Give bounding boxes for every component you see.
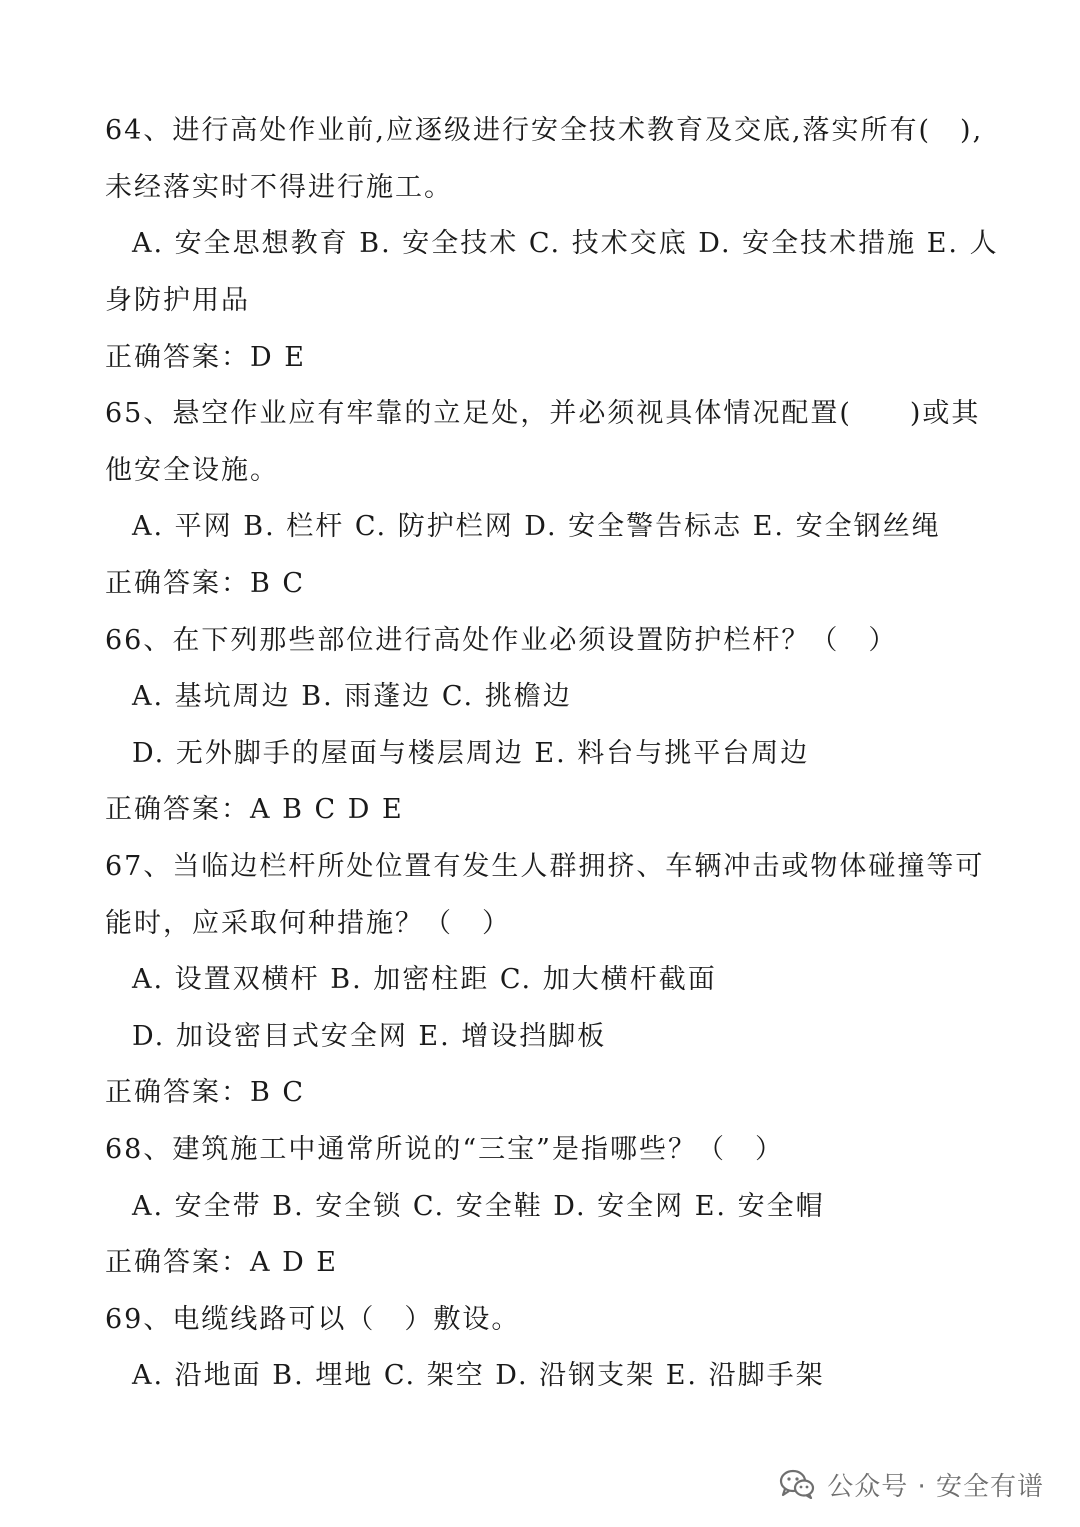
watermark (779, 1462, 1044, 1506)
q67-options-line2: D. 加设密目式安全网 E. 增设挡脚板 (132, 1021, 607, 1052)
watermark-text: 公众号 · 安全有谱 (827, 1471, 1044, 1502)
q69-text: 69、电缆线路可以（ ）敷设。 (105, 1304, 521, 1335)
q65-options: A. 平网 B. 栏杆 C. 防护栏网 D. 安全警告标志 E. 安全钢丝绳 (132, 511, 941, 542)
q67-text-line1: 67、当临边栏杆所处位置有发生人群拥挤、车辆冲击或物体碰撞等可 (105, 851, 985, 882)
q64-options-line2: 身防护用品 (105, 285, 250, 316)
q68-options: A. 安全带 B. 安全锁 C. 安全鞋 D. 安全网 E. 安全帽 (132, 1191, 825, 1222)
q67-text-line2: 能时，应采取何种措施？（ ） (105, 908, 511, 939)
q66-text: 66、在下列那些部位进行高处作业必须设置防护栏杆？（ ） (105, 625, 898, 656)
q64-text-line1: 64、进行高处作业前,应逐级进行安全技术教育及交底,落实所有( ), (105, 115, 984, 146)
q67-answer: 正确答案：B C (105, 1077, 306, 1108)
q69-options: A. 沿地面 B. 埋地 C. 架空 D. 沿钢支架 E. 沿脚手架 (132, 1360, 825, 1391)
q64-options-line1: A. 安全思想教育 B. 安全技术 C. 技术交底 D. 安全技术措施 E. 人 (132, 228, 999, 259)
q64-text-line2: 未经落实时不得进行施工。 (105, 172, 453, 203)
q64-answer: 正确答案：D E (105, 342, 306, 373)
q66-options-line1: A. 基坑周边 B. 雨蓬边 C. 挑檐边 (132, 681, 572, 712)
q68-answer: 正确答案：A D E (105, 1247, 339, 1278)
q65-text-line1: 65、悬空作业应有牢靠的立足处，并必须视具体情况配置( )或其 (105, 398, 981, 429)
q66-answer: 正确答案：A B C D E (105, 794, 404, 825)
wechat-icon (779, 1469, 815, 1499)
q66-options-line2: D. 无外脚手的屋面与楼层周边 E. 料台与挑平台周边 (132, 738, 810, 769)
q65-text-line2: 他安全设施。 (105, 455, 279, 486)
q68-text: 68、建筑施工中通常所说的“三宝”是指哪些？（ ） (105, 1134, 784, 1165)
q67-options-line1: A. 设置双横杆 B. 加密柱距 C. 加大横杆截面 (132, 964, 717, 995)
q65-answer: 正确答案：B C (105, 568, 306, 599)
